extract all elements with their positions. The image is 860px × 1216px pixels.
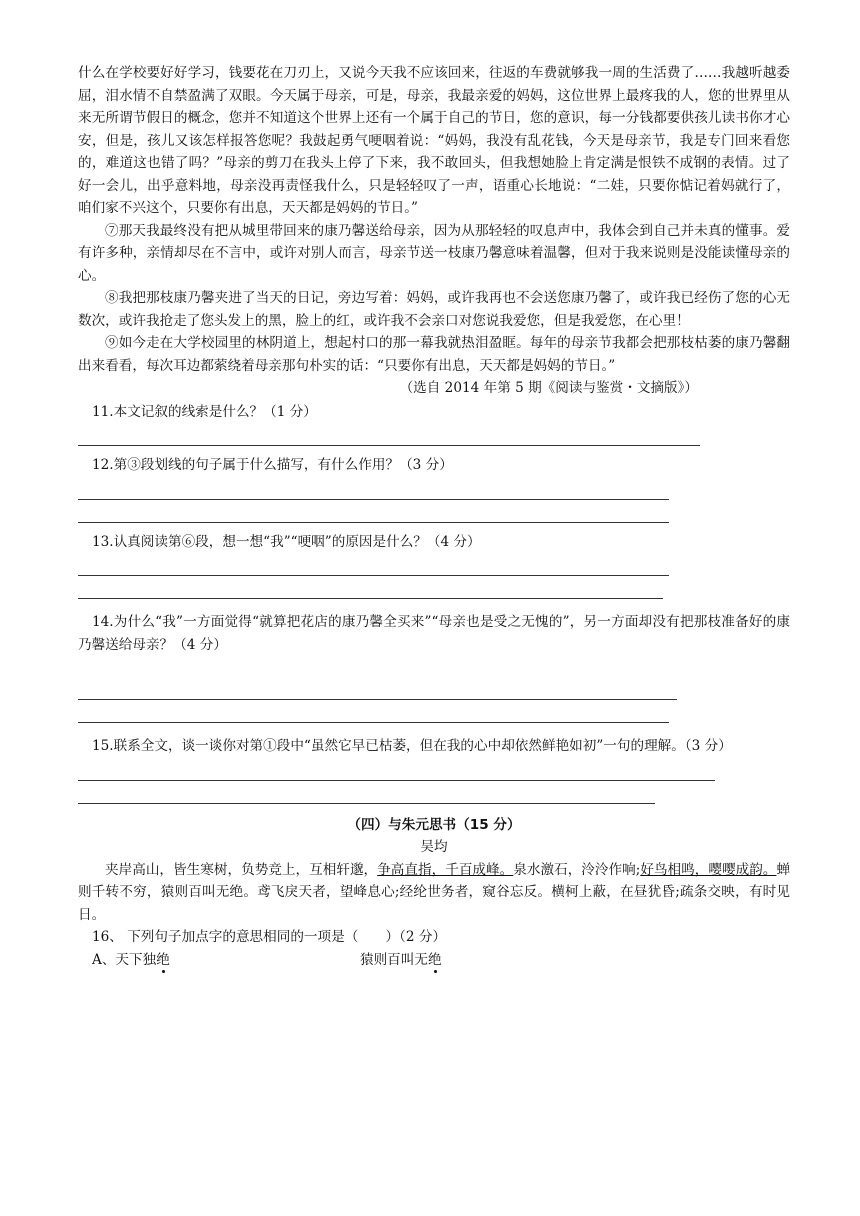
answer-line-14b[interactable] [78,721,669,723]
question-12: 12.第③段划线的句子属于什么描写，有什么作用？（3 分） [92,457,453,473]
answer-line-15a[interactable] [78,758,715,781]
answer-line-14a[interactable] [78,677,677,700]
answer-line-12b[interactable] [78,521,669,523]
underlined-sentence-1: 争高直指，千百成峰。 [377,861,514,878]
author-name: 吴均 [420,839,448,855]
answer-line-11[interactable] [78,423,700,446]
option-text: 猿则百叫无 [360,951,428,968]
dotted-character: 绝 [156,951,170,968]
spacer [78,500,790,521]
dotted-character: 绝 [427,951,442,968]
story-paragraph-6: 什么在学校要好好学习，钱要花在刀刃上，又说今天我不应该回来，往返的车费就够我一周的生活费了……我越听越委屈，泪水情不自禁盈满了双眼。今天属于母亲，可是，母亲，我最亲爱的妈妈，这位世界上最疼我的人，您的世界里从来无所谓节假日的概念，您并不知道这个世界上还有一个属于自己的节日，您的意识，每一分钱都要供孩儿读书你才心安，但是，孩儿又该怎样报答您呢？我鼓起勇气哽咽着说：“妈妈，我没有乱花钱，今天是母亲节，我是专门回来看您的，难道这也错了吗？”母亲的剪刀在我头上停了下来，我不敢回头，但我想她脸上肯定满是恨铁不成钢的表情。过了好一会儿，出乎意料地，母亲没再责怪我什么，只是轻轻叹了一声，语重心长地说：“二娃，只要你惦记着妈就行了，咱们家不兴这个，只要你有出息，天天都是妈妈的节日。” [78,65,790,216]
section-title: （四）与朱元思书（15 分） [347,816,521,833]
answer-line-15b[interactable] [78,802,655,804]
question-15: 15.联系全文，谈一谈你对第①段中“虽然它早已枯萎，但在我的心中却依然鲜艳如初”一句的理解。（3 分） [92,738,732,754]
text-segment: 蝉则千转不穷，猿则百叫无绝。鸢飞戾天者，望峰息心;经纶世务者，窥谷忘反。横柯上蔽，在昼犹昏;疏条交映，有时见日。 [78,861,791,923]
source-citation: （选自 2014 年第 5 期《阅读与鉴赏・文摘版》） [399,380,698,396]
option-label: A、 [92,951,116,968]
option-text: 天下独 [115,951,157,968]
story-paragraph-8: ⑧我把那枝康乃馨夹进了当天的日记，旁边写着：妈妈，或许我再也不会送您康乃馨了，或许我已经伤了您的心无数次，或许我抢走了您头发上的黑，脸上的红，或许我不会亲口对您说我爱您，但是我爱您，在心里！ [78,290,790,329]
classical-text [78,859,790,927]
answer-line-13b[interactable] [78,597,663,599]
question-11: 11.本文记叙的线索是什么？（1 分） [92,403,317,420]
story-paragraph-9: ⑨如今走在大学校园里的林阴道上，想起村口的那一幕我就热泪盈眶。每年的母亲节我都会把那枝枯萎的康乃馨翻出来看看，每次耳边都萦绕着母亲那句朴实的话：“只要你有出息，天天都是妈妈的节日。” [78,335,790,374]
underlined-sentence-2: 好鸟相鸣，嘤嘤成韵。 [640,861,777,878]
exam-page [78,62,790,971]
story-paragraph-7: ⑦那天我最终没有把从城里带回来的康乃馨送给母亲，因为从那轻轻的叹息声中，我体会到自己并未真的懂事。爱有许多种，亲情却尽在不言中，或许对别人而言，母亲节送一枝康乃馨意味着温馨，但对于我来说则是没能读懂母亲的心。 [78,222,790,284]
question-13: 13.认真阅读第⑥段，想一想“我”“哽咽”的原因是什么？（4 分） [92,533,481,550]
answer-line-12a[interactable] [78,477,669,500]
spacer [78,576,790,597]
answer-line-13a[interactable] [78,553,669,576]
text-segment: 泉水激石，泠泠作响; [513,861,641,878]
text-segment: 夹岸高山，皆生寒树，负势竞上，互相轩邈， [105,861,378,878]
option-a-right [360,949,442,972]
question-16: 16、 下列句子加点字的意思相同的一项是（ ）（2 分） [92,929,447,945]
spacer [78,656,790,677]
spacer [78,700,790,721]
option-a-left [92,949,360,972]
question-14: 14.为什么“我”一方面觉得“就算把花店的康乃馨全买来”“母亲也是受之无愧的”，另一方面却没有把那枝准备好的康乃馨送给母亲？（4 分） [78,614,790,653]
option-a-row[interactable] [78,949,790,972]
spacer [78,781,790,802]
